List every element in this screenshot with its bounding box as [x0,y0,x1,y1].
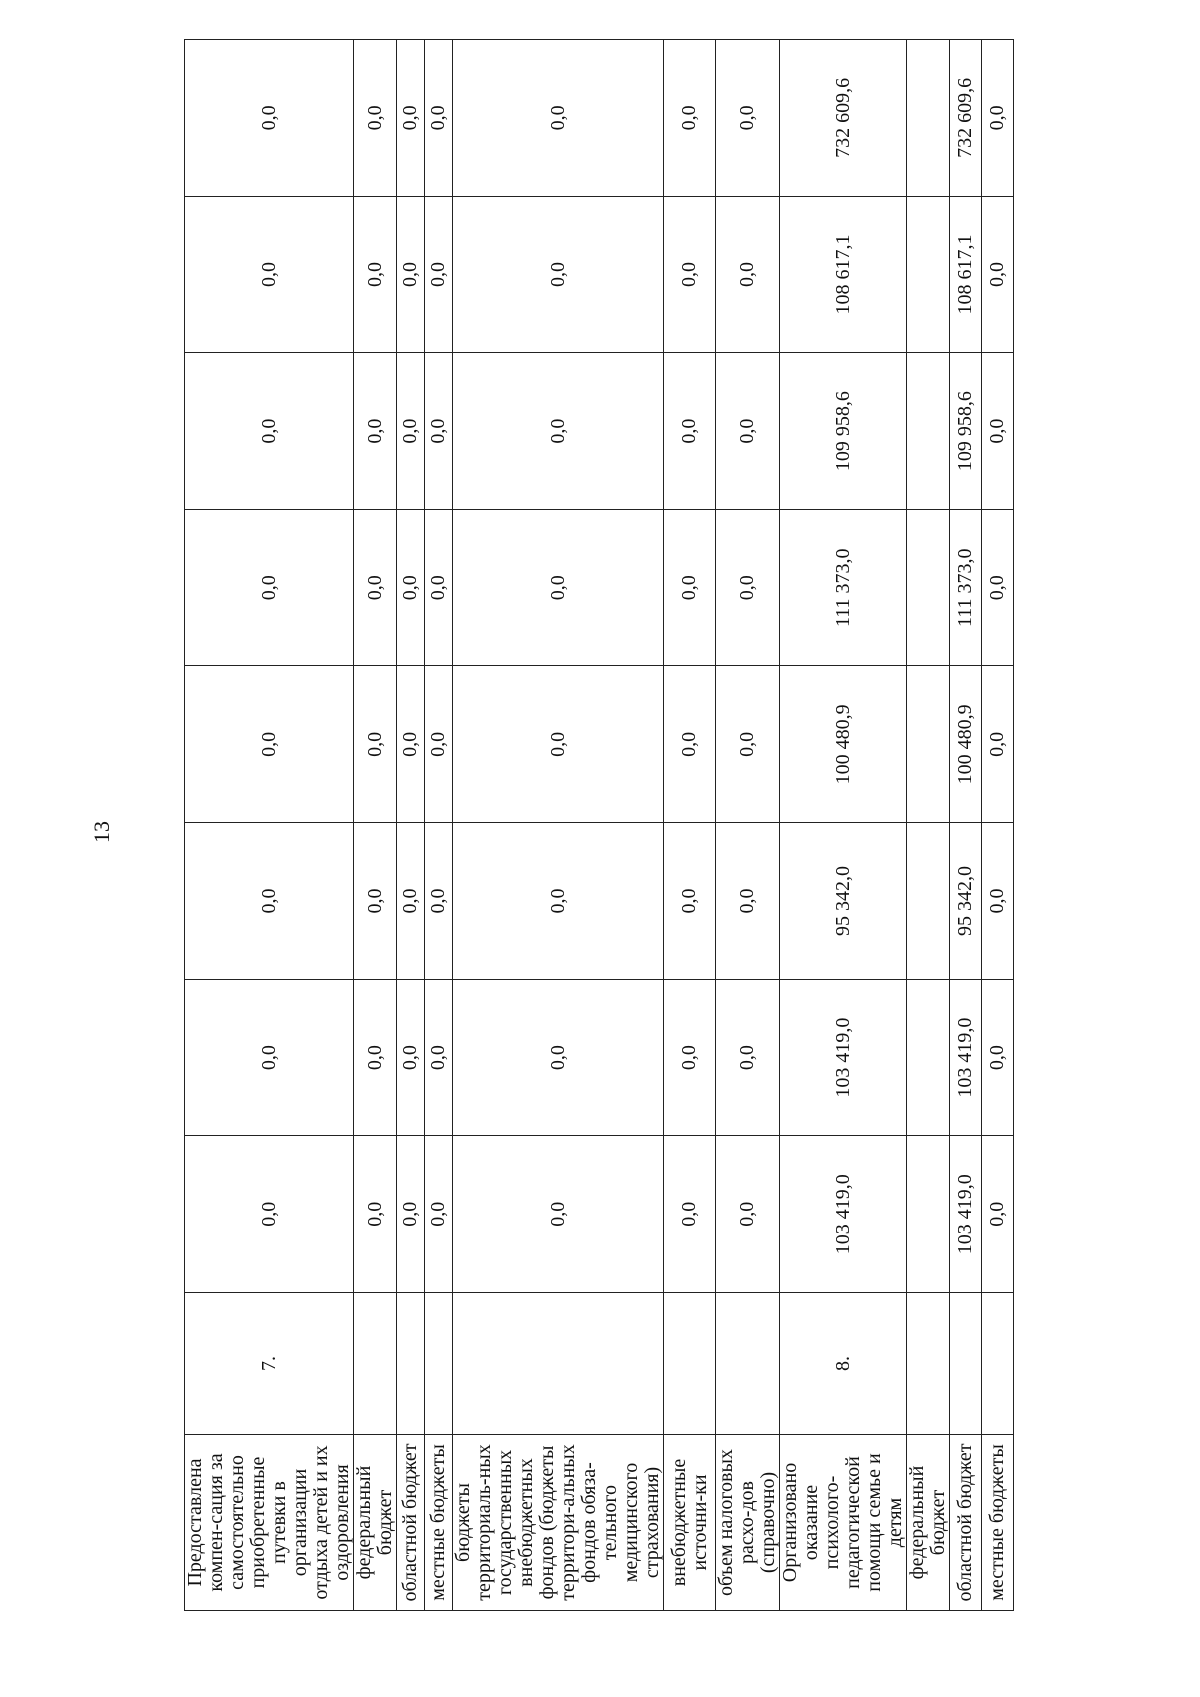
row-number [425,1293,453,1435]
value-cell: 0,0 [185,1136,354,1293]
value-cell: 0,0 [664,823,716,980]
row-label: внебюджетные источни-ки [664,1435,716,1611]
value-cell: 0,0 [982,40,1014,197]
value-cell: 0,0 [982,823,1014,980]
rotated-table-container [184,39,1008,1611]
value-cell: 0,0 [982,979,1014,1136]
table-row [185,40,354,1611]
value-cell: 0,0 [453,40,664,197]
value-cell: 0,0 [425,823,453,980]
value-cell [907,40,950,197]
row-label: Организовано оказание психолого-педагогической помощи семье и детям [780,1435,907,1611]
value-cell [907,666,950,823]
value-cell: 100 480,9 [950,666,982,823]
value-cell: 0,0 [453,979,664,1136]
value-cell [907,353,950,510]
value-cell: 0,0 [354,979,397,1136]
row-label: федеральный бюджет [354,1435,397,1611]
value-cell: 0,0 [185,353,354,510]
table-row [780,40,907,1611]
value-cell: 0,0 [425,196,453,353]
value-cell: 0,0 [664,40,716,197]
row-label: местные бюджеты [982,1435,1014,1611]
value-cell: 0,0 [185,196,354,353]
value-cell: 0,0 [397,979,425,1136]
row-label: бюджеты территориаль-ных государственных внебюджетных фондов (бюджеты территори-альных фондов обяза-тельного медицинского страхования) [453,1435,664,1611]
value-cell: 103 419,0 [780,1136,907,1293]
value-cell: 0,0 [716,40,780,197]
value-cell: 0,0 [453,353,664,510]
value-cell: 95 342,0 [780,823,907,980]
value-cell: 0,0 [664,666,716,823]
value-cell: 0,0 [397,1136,425,1293]
value-cell [907,1136,950,1293]
value-cell: 0,0 [185,40,354,197]
page-number: 13 [89,821,114,843]
row-number: 8. [780,1293,907,1435]
value-cell: 0,0 [716,196,780,353]
value-cell: 0,0 [982,666,1014,823]
value-cell: 95 342,0 [950,823,982,980]
value-cell: 0,0 [397,40,425,197]
value-cell: 0,0 [716,353,780,510]
value-cell [907,196,950,353]
row-number [664,1293,716,1435]
value-cell: 0,0 [354,823,397,980]
value-cell: 0,0 [716,979,780,1136]
value-cell: 0,0 [354,1136,397,1293]
value-cell: 0,0 [716,1136,780,1293]
value-cell: 0,0 [982,353,1014,510]
row-label: областной бюджет [950,1435,982,1611]
value-cell: 109 958,6 [950,353,982,510]
value-cell [907,823,950,980]
row-number [716,1293,780,1435]
value-cell: 0,0 [354,509,397,666]
value-cell: 0,0 [354,353,397,510]
row-number [397,1293,425,1435]
row-label: областной бюджет [397,1435,425,1611]
value-cell: 0,0 [185,509,354,666]
value-cell: 0,0 [354,40,397,197]
financing-table-body [185,40,1014,1611]
value-cell: 0,0 [716,509,780,666]
value-cell: 0,0 [453,509,664,666]
table-row [354,40,397,1611]
value-cell: 0,0 [453,823,664,980]
value-cell: 103 419,0 [950,1136,982,1293]
row-number [982,1293,1014,1435]
value-cell: 0,0 [982,196,1014,353]
row-label: объем налоговых расхо-дов (справочно) [716,1435,780,1611]
value-cell: 0,0 [982,509,1014,666]
row-number: 7. [185,1293,354,1435]
row-number [950,1293,982,1435]
value-cell: 0,0 [185,666,354,823]
table-row [425,40,453,1611]
value-cell: 0,0 [664,509,716,666]
value-cell: 0,0 [397,196,425,353]
value-cell: 0,0 [185,979,354,1136]
value-cell: 0,0 [453,666,664,823]
row-label: федеральный бюджет [907,1435,950,1611]
table-row [397,40,425,1611]
value-cell: 0,0 [425,509,453,666]
value-cell: 0,0 [425,979,453,1136]
value-cell [907,509,950,666]
row-number [354,1293,397,1435]
row-number [453,1293,664,1435]
value-cell: 0,0 [354,196,397,353]
value-cell: 732 609,6 [950,40,982,197]
value-cell: 0,0 [425,353,453,510]
value-cell: 732 609,6 [780,40,907,197]
value-cell: 103 419,0 [950,979,982,1136]
value-cell: 0,0 [664,196,716,353]
table-row [907,40,950,1611]
row-label: Предоставлена компен-сация за самостоятельно приобретенные путевки в организации отдыха детей и их оздоровления [185,1435,354,1611]
value-cell: 0,0 [716,666,780,823]
value-cell: 0,0 [982,1136,1014,1293]
value-cell: 0,0 [453,196,664,353]
financing-table [184,39,1014,1611]
value-cell: 103 419,0 [780,979,907,1136]
value-cell [907,979,950,1136]
table-row [664,40,716,1611]
value-cell: 0,0 [397,666,425,823]
value-cell: 0,0 [664,1136,716,1293]
value-cell: 0,0 [354,666,397,823]
value-cell: 108 617,1 [950,196,982,353]
table-row [950,40,982,1611]
row-number [907,1293,950,1435]
value-cell: 100 480,9 [780,666,907,823]
table-row [716,40,780,1611]
value-cell: 0,0 [664,979,716,1136]
value-cell: 0,0 [716,823,780,980]
value-cell: 108 617,1 [780,196,907,353]
value-cell: 111 373,0 [780,509,907,666]
value-cell: 0,0 [397,823,425,980]
table-row [453,40,664,1611]
value-cell: 111 373,0 [950,509,982,666]
value-cell: 0,0 [453,1136,664,1293]
value-cell: 0,0 [425,40,453,197]
value-cell: 109 958,6 [780,353,907,510]
value-cell: 0,0 [664,353,716,510]
value-cell: 0,0 [425,666,453,823]
value-cell: 0,0 [185,823,354,980]
table-row [982,40,1014,1611]
row-label: местные бюджеты [425,1435,453,1611]
value-cell: 0,0 [397,509,425,666]
value-cell: 0,0 [425,1136,453,1293]
value-cell: 0,0 [397,353,425,510]
